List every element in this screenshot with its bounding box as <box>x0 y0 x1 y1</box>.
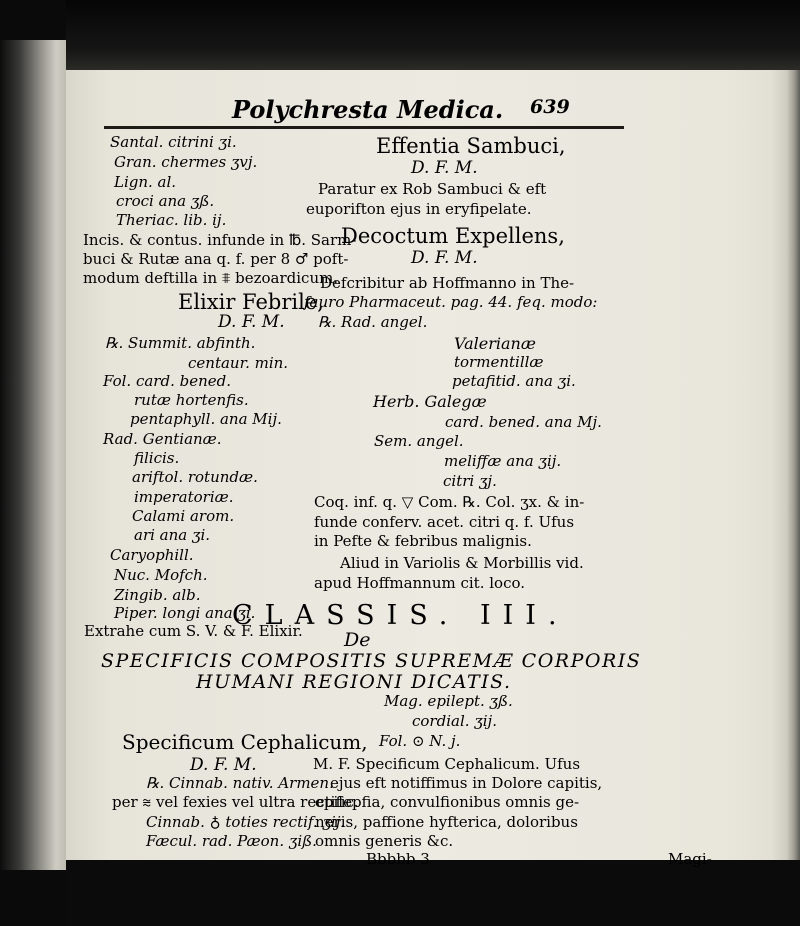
elixir-line-4: rutæ hortenfis. <box>134 391 249 409</box>
specificum-line-3: Cinnab. ♁ toties rectif. ʒij. <box>146 813 346 831</box>
elixir-line-9: imperatoriæ. <box>134 488 234 506</box>
classis-subtitle-2: HUMANI REGIONI DICATIS. <box>196 671 512 693</box>
elixir-line-6: Rad. Gentianæ. <box>103 430 222 448</box>
header-rule <box>104 126 624 129</box>
scan-top-shadow <box>66 0 800 70</box>
decoctum-text-1: Defcribitur ab Hoffmanno in The- <box>320 274 575 292</box>
elixir-line-7: filicis. <box>134 449 180 467</box>
decoctum-line-6: card. bened. ana Mj. <box>445 413 602 431</box>
decoctum-closing-3: in Pefte & febribus malignis. <box>314 532 532 550</box>
decoctum-author: D. F. M. <box>411 248 478 268</box>
left-line-2: Gran. chermes ʒvj. <box>114 153 258 171</box>
page-right-edge <box>770 70 800 860</box>
elixir-febrile-title: Elixir Febrile, <box>178 290 324 314</box>
classis-heading: CLASSIS. III. <box>232 600 569 631</box>
bottom-right-text-2: ejus eft notiffimus in Dolore capitis, <box>330 774 603 792</box>
left-line-8: modum deftilla in ⩨ bezoardicum. <box>83 269 339 287</box>
effentia-sambuci-title: Effentia Sambuci, <box>376 134 566 158</box>
decoctum-text-2: fauro Pharmaceut. pag. 44. feq. modo: <box>304 293 598 311</box>
elixir-line-5: pentaphyll. ana Mij. <box>130 410 282 428</box>
decoctum-closing-4: Aliud in Variolis & Morbillis vid. <box>340 554 584 572</box>
running-title: Polychresta Medica. <box>232 95 504 124</box>
decoctum-line-2: Valerianæ <box>454 334 536 353</box>
elixir-line-15: Piper. longi ana ʒi. <box>114 604 256 622</box>
classis-subtitle-1: SPECIFICIS COMPOSITIS SUPREMÆ CORPORIS <box>101 650 642 672</box>
elixir-line-12: Caryophill. <box>110 546 194 564</box>
left-line-1: Santal. citrini ʒi. <box>110 133 237 151</box>
elixir-line-14: Zingib. alb. <box>114 586 201 604</box>
decoctum-closing-2: funde conferv. acet. citri q. f. Ufus <box>314 513 575 531</box>
elixir-febrile-author: D. F. M. <box>218 312 285 332</box>
decoctum-closing-1: Coq. inf. q. ▽ Com. ℞. Col. ʒx. & in- <box>314 493 585 511</box>
sambuci-text-2: euporifton ejus in eryfipelate. <box>306 200 532 218</box>
elixir-line-16: Extrahe cum S. V. & F. Elixir. <box>84 622 303 640</box>
decoctum-line-3: tormentillæ <box>454 353 544 371</box>
decoctum-line-4: petafitid. ana ʒi. <box>452 372 576 390</box>
specificum-title: Specificum Cephalicum, <box>122 730 368 754</box>
bottom-right-text-5: omnis generis &c. <box>315 832 454 850</box>
left-line-3: Lign. al. <box>114 173 177 191</box>
decoctum-line-5: Herb. Galegæ <box>373 392 487 411</box>
catchword: Magi- <box>668 850 712 868</box>
elixir-line-2: centaur. min. <box>188 354 289 372</box>
specificum-line-4: Fæcul. rad. Pæon. ʒiß. <box>146 832 317 850</box>
elixir-line-13: Nuc. Mofch. <box>114 566 208 584</box>
left-line-5: Theriac. lib. ij. <box>116 211 227 229</box>
elixir-line-3: Fol. card. bened. <box>103 372 231 390</box>
bottom-right-line-2: cordial. ʒij. <box>412 712 497 730</box>
decoctum-line-9: citri ʒj. <box>443 472 497 490</box>
page-number: 639 <box>530 96 570 118</box>
specificum-author: D. F. M. <box>190 755 257 775</box>
bottom-right-text-3: epilepfia, convulfionibus omnis ge- <box>315 793 580 811</box>
bottom-right-line-3: Fol. ⊙ N. j. <box>379 732 461 750</box>
left-line-7: buci & Rutæ ana q. f. per 8 ♂ poft- <box>83 250 349 268</box>
elixir-line-8: ariftol. rotundæ. <box>132 468 258 486</box>
effentia-sambuci-author: D. F. M. <box>411 158 478 178</box>
page-signature: Bbbbb 3 <box>366 850 430 868</box>
sambuci-text-1: Paratur ex Rob Sambuci & eft <box>318 180 547 198</box>
elixir-line-10: Calami arom. <box>132 507 235 525</box>
elixir-line-11: ari ana ʒi. <box>134 526 211 544</box>
specificum-line-2: per ⩬ vel fexies vel ultra rectific. <box>112 793 359 811</box>
left-line-4: croci ana ʒß. <box>116 192 215 210</box>
classis-de: De <box>344 629 371 651</box>
page-stack-edge <box>0 40 66 870</box>
decoctum-line-7: Sem. angel. <box>374 432 464 450</box>
left-line-6: Incis. & contus. infunde in ℔. Sarm- <box>83 231 357 249</box>
scan-bottom-shadow <box>66 860 800 926</box>
bottom-right-text-1: M. F. Specificum Cephalicum. Ufus <box>313 755 581 773</box>
specificum-line-1: ℞. Cinnab. nativ. Armen. <box>146 774 334 792</box>
bottom-right-text-4: neris, paffione hyfterica, doloribus <box>315 813 578 831</box>
decoctum-line-1: ℞. Rad. angel. <box>318 313 428 331</box>
decoctum-title: Decoctum Expellens, <box>341 224 565 248</box>
decoctum-line-8: meliffæ ana ʒij. <box>444 452 562 470</box>
elixir-line-1: ℞. Summit. abfinth. <box>105 334 256 352</box>
decoctum-closing-5: apud Hoffmannum cit. loco. <box>314 574 526 592</box>
bottom-right-line-1: Mag. epilept. ʒß. <box>384 692 513 710</box>
